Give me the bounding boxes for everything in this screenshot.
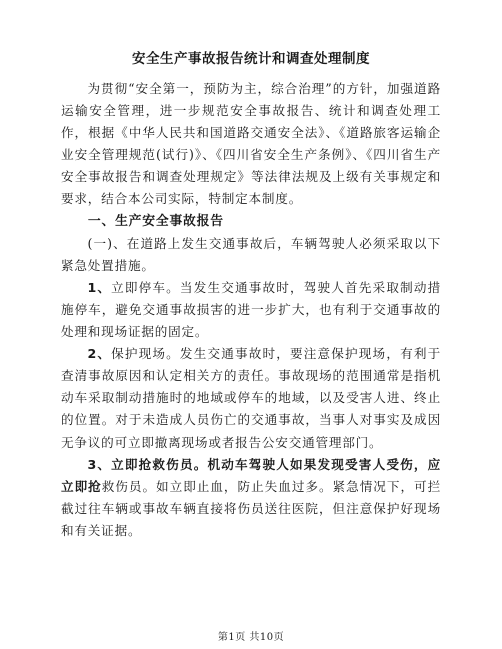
section-heading: 一、生产安全事故报告 xyxy=(87,213,224,229)
paragraph-emergency-measures: (一)、在道路上发生交通事故后，车辆驾驶人必须采取以下紧急处置措施。 xyxy=(61,235,441,273)
item-lead-sentence: 3、立即抢救伤员。机动车驾驶人如果发现受害人受伤，应立即抢 xyxy=(61,456,441,494)
intro-paragraph: 为贯彻“安全第一，预防为主，综合治理”的方针，加强道路运输安全管理，进一步规范安全事故报告、统计和调查处理工作，根据《中华人民共和国道路交通安全法》、《道路旅客运输企业安全管理规范(试行)》、《四川省安全生产条例》、《四川省生产安全事故报告和调查处理规定》等法律法规及上级有关事规定和要求，结合本公司实际，特制定本制度。 xyxy=(61,81,441,207)
document-body xyxy=(61,78,441,542)
item-protect-scene xyxy=(61,343,441,453)
item-text: 立即停车。当发生交通事故时，驾驶人首先采取制动措施停车，避免交通事故损害的进一步扩大，也有利于交通事故的处理和现场证据的固定。 xyxy=(61,279,441,340)
item-text: 救伤员。如立即止血，防止失血过多。紧急情况下，可拦截过往车辆或事故车辆直接将伤员送往医院，但注意保护好现场和有关证据。 xyxy=(61,478,441,538)
item-text: 保护现场。发生交通事故时，要注意保护现场，有利于查清事故原因和认定相关方的责任。事故现场的范围通常是指机动车采取制动措施时的地域或停车的地域，以及受害人进、终止的位置。对于未造成人员伤亡的交通事故，当事人对事实及成因无争议的可立即撤离现场或者报告公安交通管理部门。 xyxy=(61,346,441,450)
item-number: 2、 xyxy=(87,346,112,362)
item-number: 1、 xyxy=(87,279,112,295)
item-rescue-injured xyxy=(61,454,441,542)
document-title: 安全生产事故报告统计和调查处理制度 xyxy=(132,51,370,67)
page-number: 第1页 共10页 xyxy=(217,632,285,643)
item-stop-vehicle xyxy=(61,277,441,343)
